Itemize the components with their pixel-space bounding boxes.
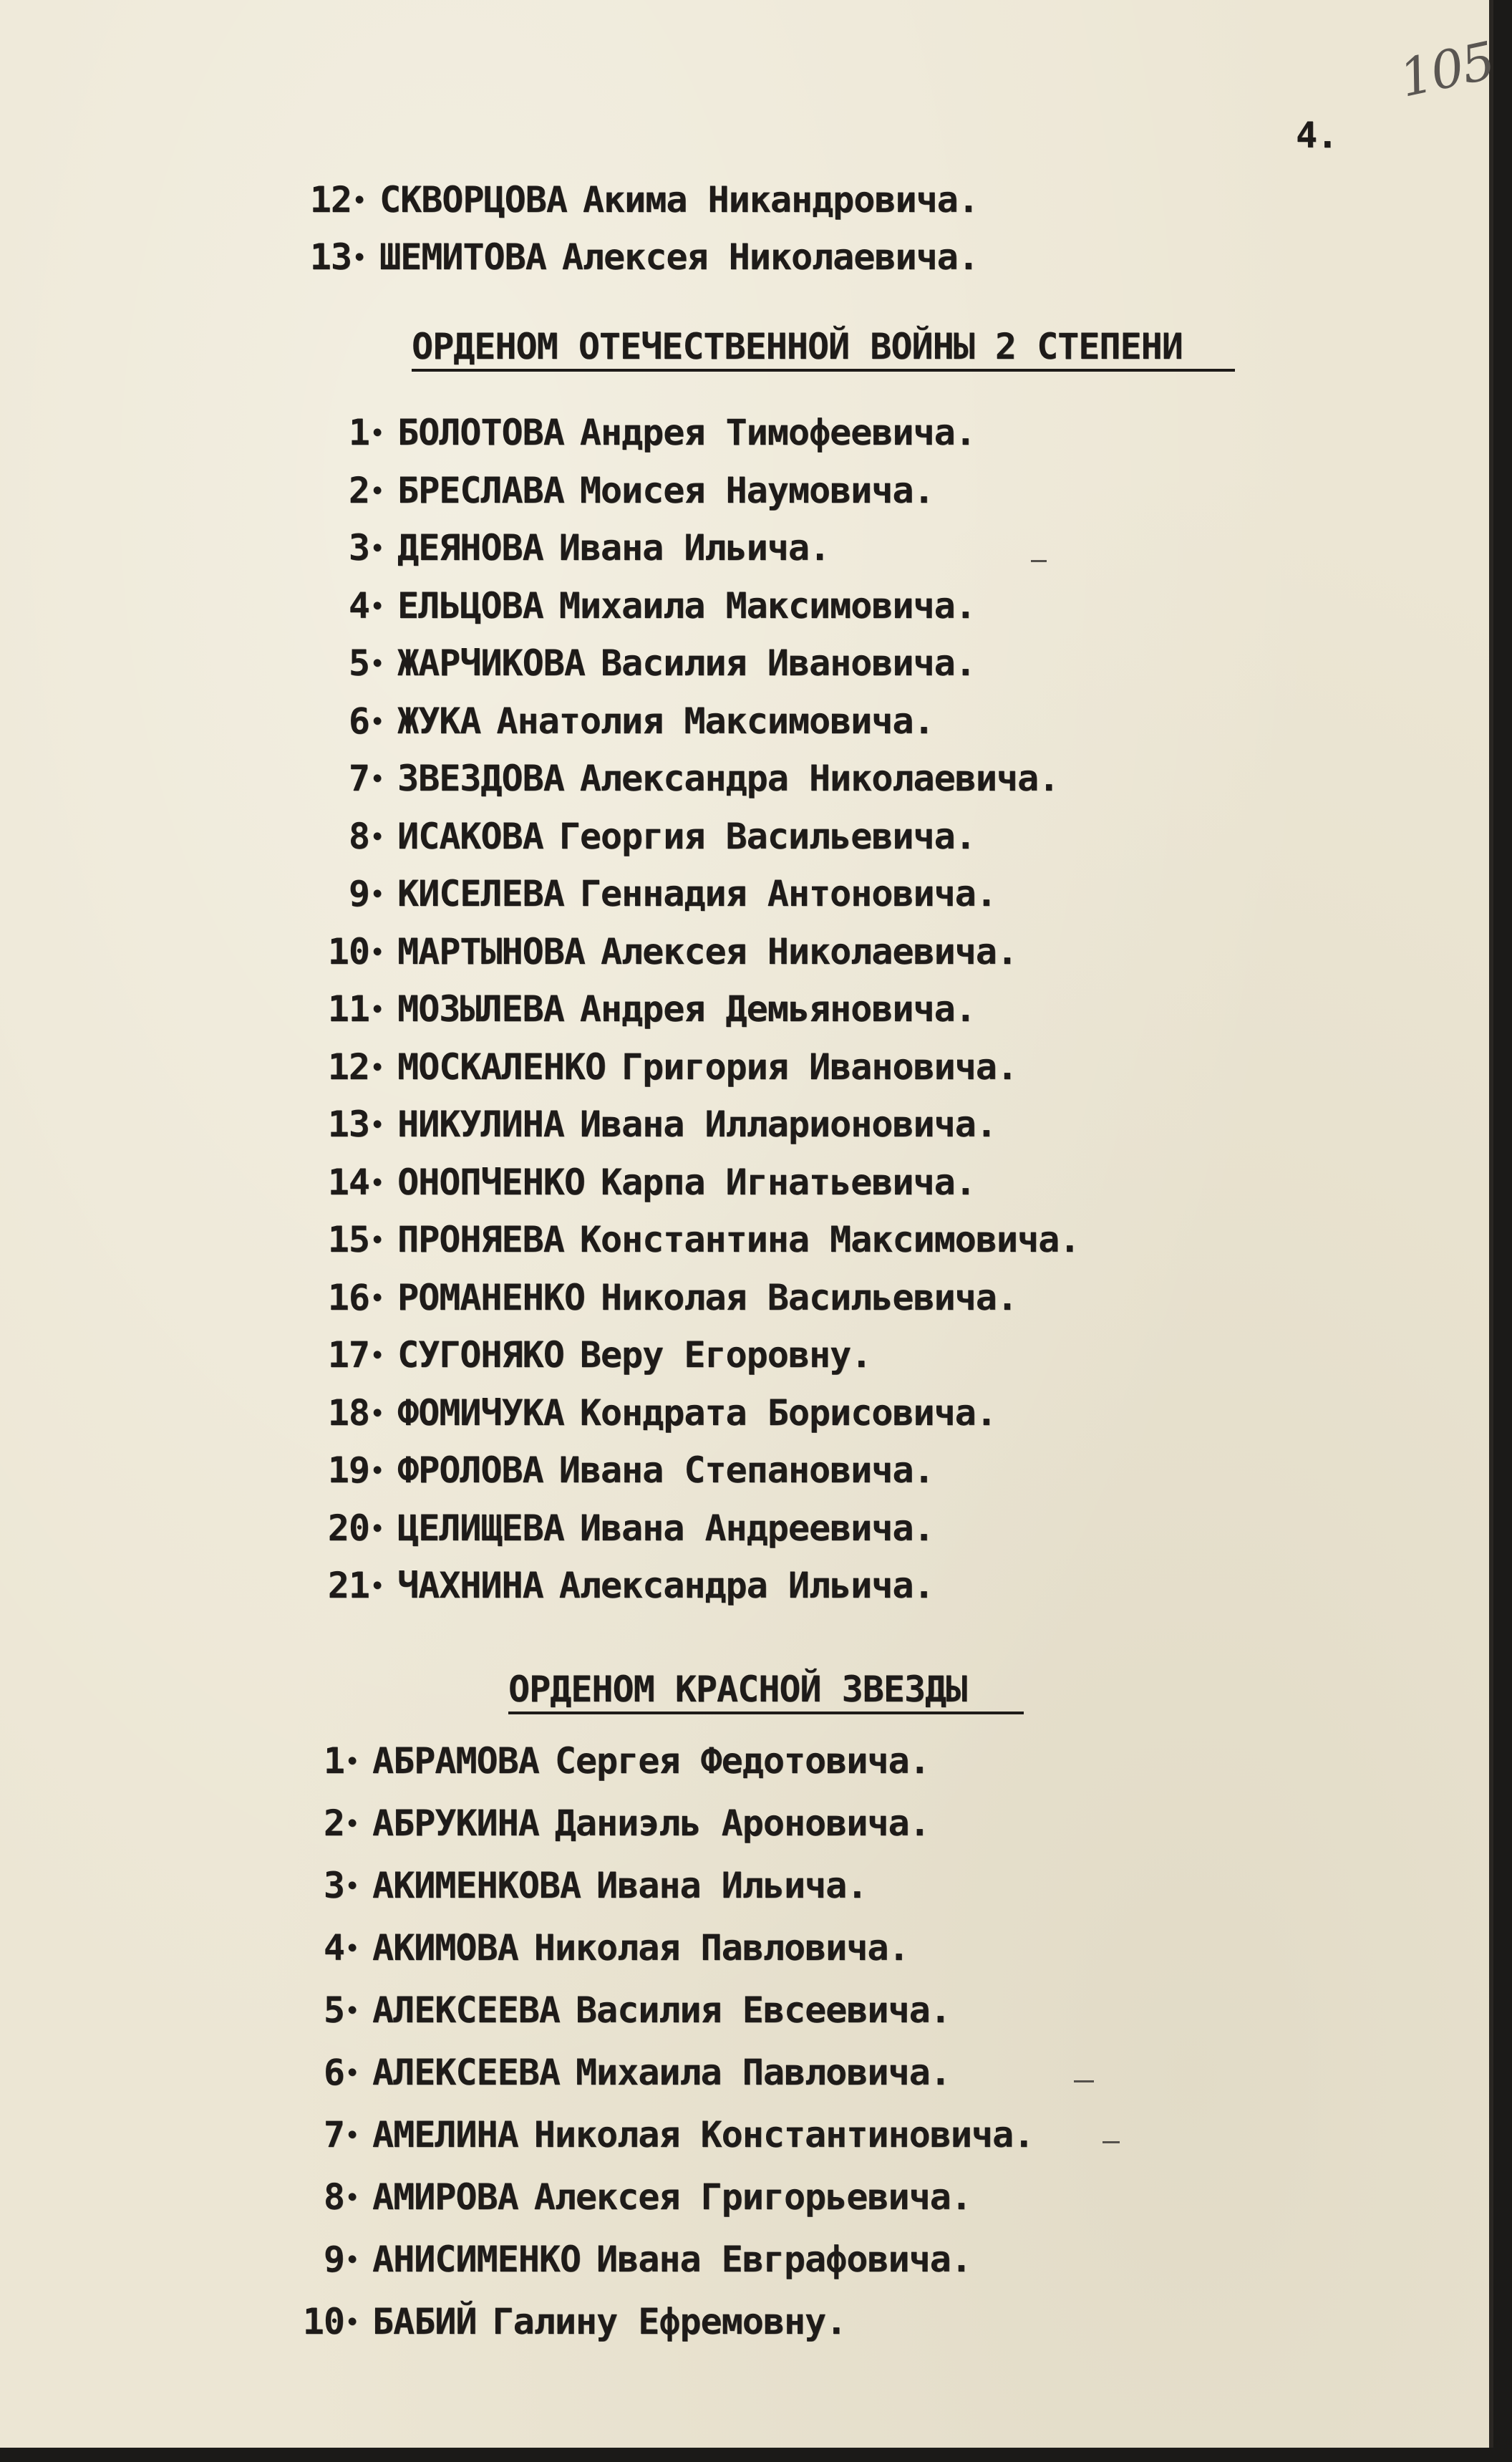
list-item	[301, 758, 1059, 799]
item-surname: ФОМИЧУКА	[397, 1391, 564, 1434]
item-surname: ШЕМИТОВА	[379, 236, 546, 278]
item-surname: БОЛОТОВА	[397, 412, 564, 453]
list-item	[283, 236, 979, 278]
item-surname: ОНОПЧЕНКО	[397, 1161, 585, 1203]
list-item	[301, 873, 997, 914]
item-number: 2 •	[276, 1802, 358, 1844]
stray-mark	[1102, 2141, 1120, 2143]
item-number: 10 •	[301, 931, 383, 972]
item-name: Алексея Николаевича.	[561, 236, 979, 278]
item-name: Михаила Павловича.	[575, 2052, 951, 2093]
item-surname: АКИМЕНКОВА	[372, 1865, 581, 1906]
item-surname: КИСЕЛЕВА	[397, 873, 564, 914]
list-item	[301, 1334, 871, 1376]
item-surname: АЛЕКСЕЕВА	[372, 1989, 560, 2031]
item-number: 6 •	[276, 2052, 358, 2093]
item-surname: ПРОНЯЕВА	[397, 1219, 564, 1260]
item-number: 1 •	[276, 1740, 358, 1782]
item-surname: МАРТЫНОВА	[397, 930, 585, 972]
item-number: 7 •	[301, 758, 383, 799]
item-number: 8 •	[276, 2176, 358, 2218]
list-item	[276, 1740, 930, 1782]
item-name: Константина Максимовича.	[579, 1219, 1080, 1260]
item-surname: МОСКАЛЕНКО	[397, 1046, 606, 1088]
list-item	[301, 1219, 1080, 1260]
item-name: Георгия Васильевича.	[558, 815, 976, 857]
item-surname: ЗВЕЗДОВА	[397, 758, 564, 799]
item-name: Николая Павловича.	[533, 1927, 909, 1969]
item-surname: ЖАРЧИКОВА	[397, 642, 585, 684]
item-number: 20 •	[301, 1507, 383, 1549]
list-item	[301, 988, 976, 1030]
item-name: Ивана Ильича.	[596, 1865, 868, 1906]
item-number: 9 •	[276, 2239, 358, 2280]
item-name: Андрея Тимофеевича.	[579, 412, 976, 453]
list-item	[276, 1865, 867, 1906]
item-name: Карпа Игнатьевича.	[600, 1161, 976, 1203]
item-name: Алексея Николаевича.	[600, 930, 1017, 972]
list-item	[301, 1507, 934, 1549]
item-surname: АКИМОВА	[372, 1927, 518, 1969]
item-number: 8 •	[301, 816, 383, 857]
item-name: Ивана Евграфовича.	[596, 2239, 971, 2280]
list-item	[301, 700, 934, 742]
item-surname: АМЕЛИНА	[372, 2114, 518, 2156]
item-name: Ивана Илларионовича.	[579, 1104, 997, 1145]
item-number: 6 •	[301, 700, 383, 742]
item-surname: ДЕЯНОВА	[397, 527, 543, 569]
item-number: 1 •	[301, 412, 383, 453]
item-name: Александра Ильича.	[558, 1565, 934, 1606]
list-item	[276, 2176, 971, 2218]
item-number: 4 •	[276, 1927, 358, 1969]
item-name: Кондрата Борисовича.	[579, 1391, 997, 1434]
item-surname: СКВОРЦОВА	[379, 179, 567, 221]
item-number: 13 •	[283, 236, 365, 278]
item-number: 9 •	[301, 873, 383, 914]
archive-folio-mark: 105	[1394, 30, 1499, 109]
item-name: Василия Ивановича.	[600, 642, 976, 684]
item-surname: ЖУКА	[397, 700, 481, 742]
item-name: Николая Константиновича.	[533, 2114, 1034, 2156]
item-surname: ЦЕЛИЩЕВА	[397, 1507, 564, 1549]
item-number: 12 •	[283, 179, 365, 221]
item-number: 12 •	[301, 1046, 383, 1088]
item-name: Михаила Максимовича.	[558, 584, 976, 627]
item-name: Александра Николаевича.	[579, 758, 1060, 799]
item-name: Ивана Степановича.	[558, 1449, 934, 1491]
item-surname: МОЗЫЛЕВА	[397, 988, 564, 1030]
item-number: 4 •	[301, 585, 383, 627]
item-number: 17 •	[301, 1334, 383, 1376]
item-number: 13 •	[301, 1104, 383, 1145]
item-surname: ИСАКОВА	[397, 815, 543, 857]
item-name: Сергея Федотовича.	[554, 1740, 930, 1782]
item-surname: АМИРОВА	[372, 2176, 518, 2218]
item-name: Николая Васильевича.	[600, 1276, 1017, 1318]
list-item	[301, 412, 976, 453]
item-name: Даниэль Ароновича.	[554, 1802, 930, 1844]
item-number: 18 •	[301, 1392, 383, 1434]
item-name: Григория Ивановича.	[621, 1046, 1017, 1088]
item-number: 3 •	[276, 1865, 358, 1906]
section-heading-order-red-star: ОРДЕНОМ КРАСНОЙ ЗВЕЗДЫ	[508, 1669, 1024, 1714]
item-number: 5 •	[301, 642, 383, 684]
item-name: Галину Ефремовну.	[492, 2301, 847, 2342]
list-item	[276, 2114, 1034, 2156]
list-item	[276, 1927, 909, 1969]
list-item	[301, 1046, 1017, 1088]
item-name: Василия Евсеевича.	[575, 1989, 951, 2031]
item-name: Андрея Демьяновича.	[579, 988, 976, 1030]
list-item	[276, 1989, 951, 2031]
item-number: 2 •	[301, 470, 383, 511]
item-number: 11 •	[301, 988, 383, 1030]
item-surname: СУГОНЯКО	[397, 1334, 564, 1376]
list-item	[301, 642, 976, 684]
item-surname: БРЕСЛАВА	[397, 469, 564, 511]
list-item	[301, 585, 976, 627]
list-item	[301, 931, 1017, 972]
list-item	[276, 2301, 846, 2342]
list-item	[301, 1104, 997, 1145]
list-item	[301, 816, 976, 857]
list-item	[276, 1802, 930, 1844]
list-item	[301, 1449, 934, 1491]
item-name: Акима Никандровича.	[582, 179, 979, 221]
item-number: 7 •	[276, 2114, 358, 2156]
item-number: 19 •	[301, 1449, 383, 1491]
item-number: 14 •	[301, 1162, 383, 1203]
item-name: Веру Егоровну.	[579, 1334, 872, 1376]
list-item	[301, 470, 934, 511]
item-name: Ивана Андреевича.	[579, 1507, 934, 1549]
item-name: Геннадия Антоновича.	[579, 873, 997, 914]
item-surname: АБРАМОВА	[372, 1740, 539, 1782]
item-surname: АЛЕКСЕЕВА	[372, 2052, 560, 2093]
item-number: 10 •	[276, 2301, 358, 2342]
item-number: 3 •	[301, 527, 383, 569]
item-name: Анатолия Максимовича.	[496, 700, 934, 742]
list-item	[276, 2239, 971, 2280]
item-surname: АНИСИМЕНКО	[372, 2239, 581, 2280]
stray-mark	[1074, 2080, 1094, 2082]
stray-mark	[1031, 560, 1047, 562]
list-item	[276, 2052, 951, 2093]
item-surname: ЕЛЬЦОВА	[397, 584, 543, 627]
item-number: 16 •	[301, 1277, 383, 1318]
item-surname: НИКУЛИНА	[397, 1104, 564, 1145]
item-surname: ЧАХНИНА	[397, 1565, 543, 1606]
item-name: Алексея Григорьевича.	[533, 2176, 971, 2218]
item-surname: АБРУКИНА	[372, 1802, 539, 1844]
item-surname: БАБИЙ	[372, 2301, 477, 2342]
list-item	[301, 1565, 934, 1606]
item-number: 21 •	[301, 1565, 383, 1606]
list-item	[301, 527, 830, 569]
page-number: 4.	[1296, 115, 1338, 156]
list-item	[301, 1392, 997, 1434]
item-surname: ФРОЛОВА	[397, 1449, 543, 1491]
item-number: 5 •	[276, 1989, 358, 2031]
item-number: 15 •	[301, 1219, 383, 1260]
list-item	[283, 179, 979, 221]
list-item	[301, 1277, 1017, 1318]
item-name: Ивана Ильича.	[558, 527, 830, 569]
item-name: Моисея Наумовича.	[579, 469, 934, 511]
item-surname: РОМАНЕНКО	[397, 1276, 585, 1318]
section-heading-order-patriotic-war: ОРДЕНОМ ОТЕЧЕСТВЕННОЙ ВОЙНЫ 2 СТЕПЕНИ	[412, 326, 1235, 372]
list-item	[301, 1162, 976, 1203]
